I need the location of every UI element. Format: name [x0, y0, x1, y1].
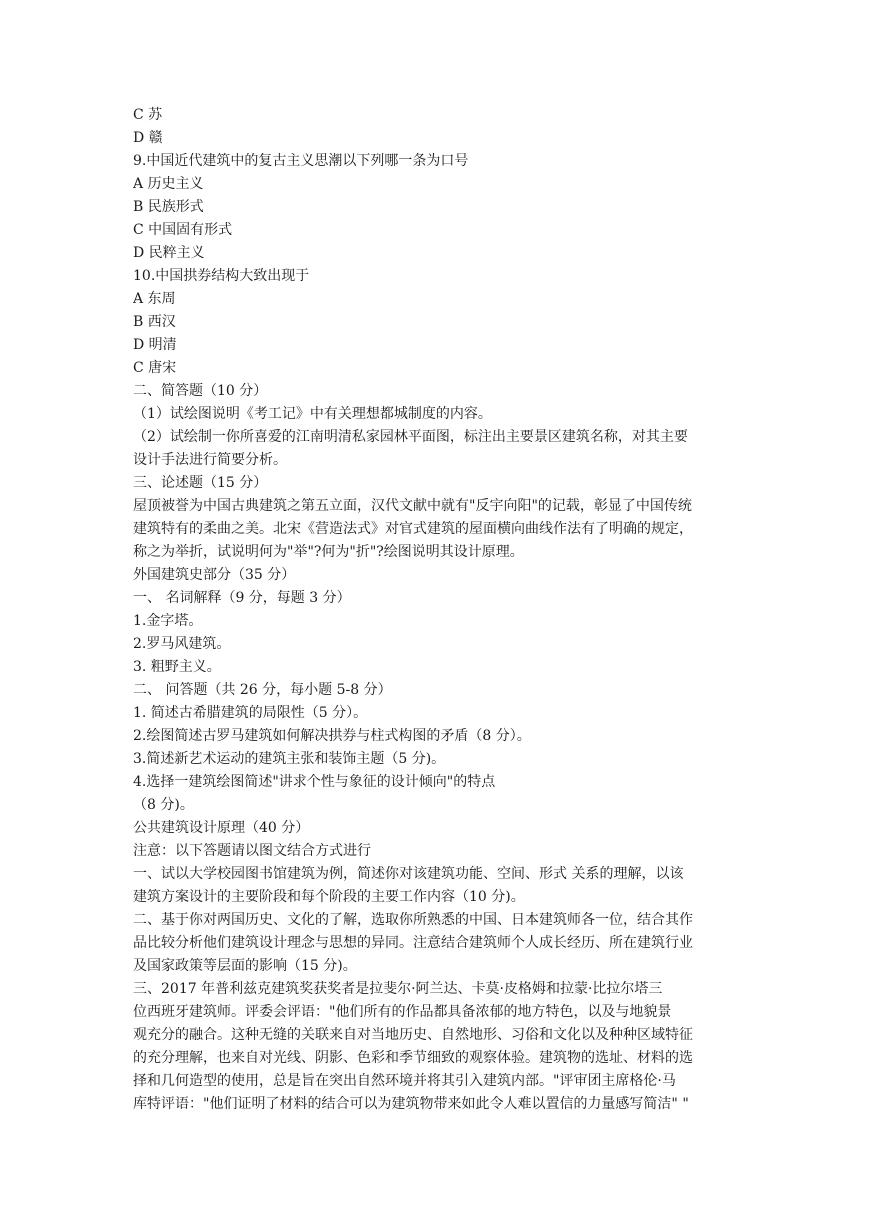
text-line: B 民族形式 — [133, 199, 204, 215]
text-line: 品比较分析他们建筑设计理念与思想的异同。注意结合建筑师个人成长经历、所在建筑行业 — [133, 935, 693, 951]
text-line: 三、2017 年普利兹克建筑奖获奖者是拉斐尔·阿兰达、卡莫·皮格姆和拉蒙·比拉尔塔三 — [133, 981, 663, 997]
text-line: A 历史主义 — [133, 176, 204, 192]
text-line: 3. 粗野主义。 — [133, 659, 221, 675]
text-line: 10.中国拱券结构大致出现于 — [133, 268, 310, 284]
text-line: D 民粹主义 — [133, 245, 205, 261]
text-line: 三、论述题（15 分） — [133, 475, 268, 491]
text-line: 注意：以下答题请以图文结合方式进行 — [133, 843, 371, 859]
text-line: 外国建筑史部分（35 分） — [133, 567, 296, 583]
text-line: B 西汉 — [133, 314, 176, 330]
text-line: 公共建筑设计原理（40 分） — [133, 820, 310, 836]
text-line: 设计手法进行简要分析。 — [133, 452, 287, 468]
document-page — [133, 104, 743, 1116]
text-line: 库特评语："他们证明了材料的结合可以为建筑物带来如此令人难以置信的力量感写简洁" " — [133, 1096, 689, 1112]
text-line: 的充分理解，也来自对光线、阴影、色彩和季节细致的观察体验。建筑物的选址、材料的选 — [133, 1050, 693, 1066]
text-line: 建筑特有的柔曲之美。北宋《营造法式》对官式建筑的屋面横向曲线作法有了明确的规定， — [133, 521, 693, 537]
text-line: C 苏 — [133, 107, 163, 123]
text-line: C 唐宋 — [133, 360, 177, 376]
text-line: 建筑方案设计的主要阶段和每个阶段的主要工作内容（10 分)。 — [133, 889, 525, 905]
text-line: 一、试以大学校园图书馆建筑为例，简述你对该建筑功能、空间、形式 关系的理解，以该 — [133, 866, 684, 882]
text-line: D 明清 — [133, 337, 177, 353]
text-line: 称之为举折，试说明何为"举"?何为"折"?绘图说明其设计原理。 — [133, 544, 524, 560]
text-line: （8 分)。 — [133, 797, 194, 813]
text-line: 4.选择一建筑绘图简述"讲求个性与象征的设计倾向"的特点 — [133, 774, 496, 790]
text-line: D 赣 — [133, 130, 163, 146]
text-line: 观充分的融合。这种无缝的关联来自对当地历史、自然地形、习俗和文化以及种种区域特征 — [133, 1027, 693, 1043]
text-line: A 东周 — [133, 291, 176, 307]
text-line: 二、基于你对两国历史、文化的了解，选取你所熟悉的中国、日本建筑师各一位，结合其作 — [133, 912, 693, 928]
text-line: 1. 简述古希腊建筑的局限性（5 分）。 — [133, 705, 368, 721]
text-line: 择和几何造型的使用，总是旨在突出自然环境并将其引入建筑内部。"评审团主席格伦·马 — [133, 1073, 676, 1089]
text-line: 二、简答题（10 分） — [133, 383, 268, 399]
text-line: C 中国固有形式 — [133, 222, 233, 238]
text-line: 3.简述新艺术运动的建筑主张和装饰主题（5 分)。 — [133, 751, 446, 767]
text-line: （1）试绘图说明《考工记》中有关理想都城制度的内容。 — [133, 406, 492, 422]
text-line: 及国家政策等层面的影响（15 分)。 — [133, 958, 357, 974]
text-line: 2.罗马风建筑。 — [133, 636, 231, 652]
text-line: 二、 问答题（共 26 分，每小题 5-8 分） — [133, 682, 392, 698]
text-line: 9.中国近代建筑中的复古主义思潮以下列哪一条为口号 — [133, 153, 469, 169]
text-line: 1.金字塔。 — [133, 613, 203, 629]
text-line: （2）试绘制一你所喜爱的江南明清私家园林平面图，标注出主要景区建筑名称，对其主要 — [133, 429, 688, 445]
text-line: 位西班牙建筑师。评委会评语："他们所有的作品都具备浓郁的地方特色，以及与地貌景 — [133, 1004, 672, 1020]
text-line: 一、 名词解释（9 分，每题 3 分） — [133, 590, 351, 606]
text-line: 屋顶被誉为中国古典建筑之第五立面，汉代文献中就有"反宇向阳"的记载，彰显了中国传统 — [133, 498, 692, 514]
text-line: 2.绘图简述古罗马建筑如何解决拱券与柱式构图的矛盾（8 分）。 — [133, 728, 531, 744]
